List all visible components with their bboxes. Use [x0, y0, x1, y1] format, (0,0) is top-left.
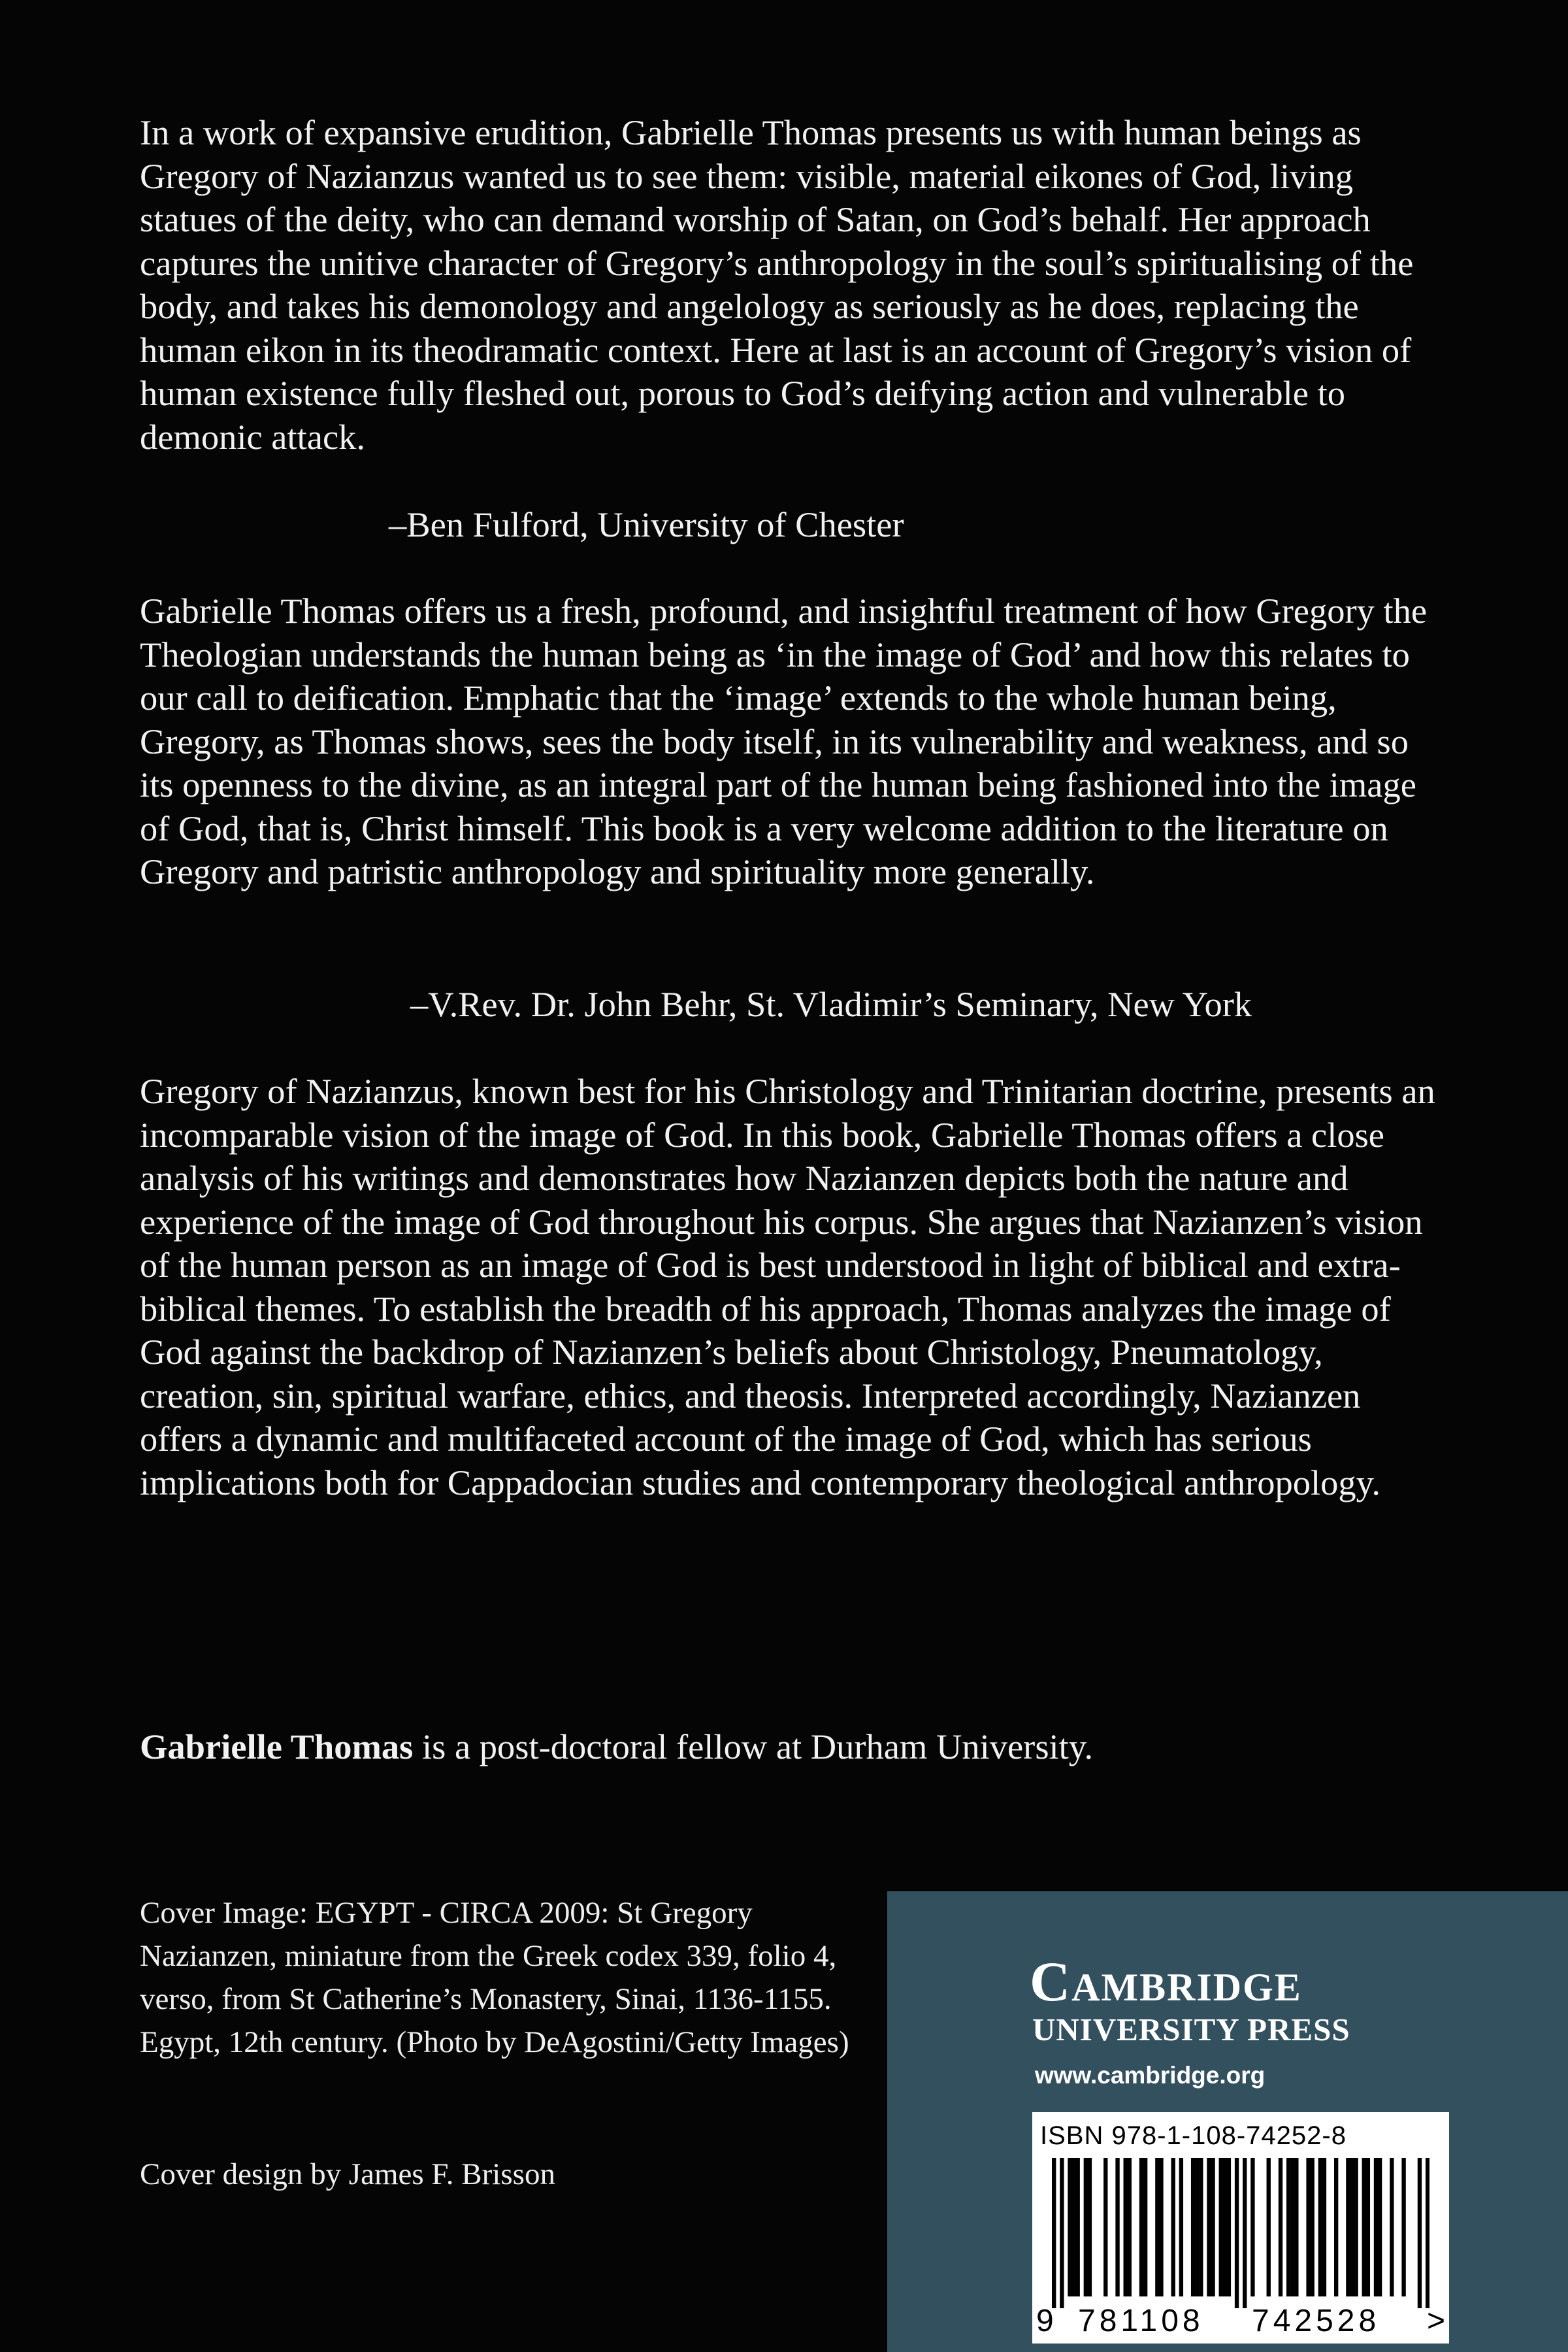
barcode-bar — [1390, 2158, 1394, 2296]
barcode-bar — [1207, 2158, 1211, 2296]
barcode-bar — [1211, 2158, 1215, 2296]
publisher-url: www.cambridge.org — [1035, 2062, 1266, 2089]
publisher-subtitle: UNIVERSITY PRESS — [1032, 2012, 1350, 2047]
barcode-bar — [1076, 2158, 1080, 2296]
barcode-bar — [1068, 2158, 1071, 2296]
barcode-bar — [1052, 2158, 1056, 2308]
isbn-barcode — [1032, 2112, 1449, 2344]
barcode-bar — [1426, 2158, 1429, 2308]
barcode-bar — [1243, 2158, 1247, 2308]
barcode-bar — [1199, 2158, 1203, 2296]
barcode-bar — [1286, 2158, 1290, 2296]
barcode-bar — [1306, 2158, 1310, 2296]
barcode-bar — [1418, 2158, 1422, 2308]
author-name: Gabrielle Thomas — [140, 1727, 414, 1766]
publisher-panel — [887, 1891, 1568, 2352]
barcode-bar — [1071, 2158, 1075, 2296]
barcode-bar — [1115, 2158, 1119, 2296]
barcode-bar — [1088, 2158, 1092, 2296]
barcode-bar — [1378, 2158, 1382, 2296]
barcode-bar — [1124, 2158, 1128, 2296]
barcode-digit-prefix: 9 — [1036, 2304, 1054, 2338]
barcode-bar — [1139, 2158, 1143, 2296]
barcode-digit-group-1: 781108 — [1078, 2304, 1204, 2338]
barcode-bar — [1374, 2158, 1378, 2296]
barcode-bar — [1159, 2158, 1163, 2296]
barcode-bar — [1346, 2158, 1350, 2296]
barcode-bar — [1191, 2158, 1195, 2296]
barcode-bar — [1350, 2158, 1354, 2296]
barcode-digit-group-2: 742528 — [1252, 2304, 1380, 2338]
barcode-bar — [1060, 2158, 1064, 2308]
barcode-bar — [1290, 2158, 1294, 2296]
barcode-bar — [1103, 2158, 1107, 2296]
barcode-bar — [1354, 2158, 1358, 2296]
barcode-bar — [1250, 2158, 1254, 2296]
endorsement-2-text: Gabrielle Thomas offers us a fresh, profound, and insightful treatment of how Gregory the Theologian understands the human being as ‘in the image of God’ and how this relates to our call to deification. Emphatic that the ‘image’ extends to the whole human being, Gregory, as Thomas shows, sees the body itself, in its vulnerability and weakness, and so its openness to the divine, as an integral part of the human being fashioned into the image of God, that is, Christ himself. This book is a very welcome addition to the literature on Gregory and patristic anthropology and spirituality more generally. — [140, 591, 1428, 891]
author-bio — [140, 1725, 1093, 1769]
barcode-bar — [1318, 2158, 1322, 2296]
barcode-bar — [1195, 2158, 1199, 2296]
barcode-bar — [1155, 2158, 1159, 2296]
barcode-bar — [1267, 2158, 1271, 2296]
barcode-bar — [1362, 2158, 1366, 2296]
barcode-bars — [1052, 2158, 1429, 2308]
barcode-bar — [1294, 2158, 1298, 2296]
barcode-bar — [1143, 2158, 1147, 2296]
book-description: Gregory of Nazianzus, known best for his Christology and Trinitarian doctrine, presents an incomparable vision of the image of God. In this book, Gabrielle Thomas offers a close analysis of his writings and demonstrates how Nazianzen depicts both the nature and experience of the image of God throughout his corpus. She argues that Nazianzen’s vision of the human person as an image of God is best understood in light of biblical and extra-biblical themes. To establish the breadth of his approach, Thomas analyzes the image of God against the backdrop of Nazianzen’s beliefs about Christology, Pneumatology, creation, sin, spiritual warfare, ethics, and theosis. Interpreted accordingly, Nazianzen offers a dynamic and multifaceted account of the image of God, which has serious implications both for Cappadocian studies and contemporary theological anthropology. — [140, 1071, 1435, 1502]
barcode-bar — [1235, 2158, 1239, 2308]
barcode-bar — [1279, 2158, 1282, 2296]
barcode-bar — [1128, 2158, 1132, 2296]
cover-design-credit: Cover design by James F. Brisson — [140, 2157, 555, 2191]
barcode-bar — [1179, 2158, 1183, 2296]
cover-image-credit: Cover Image: EGYPT - CIRCA 2009: St Gregory Nazianzen, miniature from the Greek codex 339, folio 4, verso, from St Catherine’s Monastery, Sinai, 1136-1155. Egypt, 12th century. (Photo by DeAgostini/Getty Images) — [140, 1896, 849, 2059]
barcode-bar — [1084, 2158, 1088, 2296]
barcode-bar — [1366, 2158, 1370, 2296]
isbn-label: ISBN 978-1-108-74252-8 — [1040, 2121, 1347, 2150]
barcode-digits — [1032, 2302, 1449, 2341]
barcode-bar — [1171, 2158, 1175, 2296]
barcode-bar — [1223, 2158, 1227, 2296]
publisher-logo-name: Cambridge — [1030, 1950, 1302, 2013]
barcode-bar — [1219, 2158, 1223, 2296]
barcode-bar — [1334, 2158, 1338, 2296]
barcode-bar — [1322, 2158, 1326, 2296]
barcode-bar — [1310, 2158, 1314, 2296]
author-bio-text: is a post-doctoral fellow at Durham University. — [413, 1727, 1094, 1766]
barcode-bar — [1227, 2158, 1231, 2296]
endorsement-1-attribution: –Ben Fulford, University of Chester — [389, 505, 904, 544]
endorsement-1-text: In a work of expansive erudition, Gabrielle Thomas presents us with human beings as Gregory of Nazianzus wanted us to see them: visible, material eikones of God, living statues of the deity, who can demand worship of Satan, on God’s behalf. Her approach captures the unitive character of Gregory’s anthropology in the soul’s spiritualising of the body, and takes his demonology and angelology as seriously as he does, replacing the human eikon in its theodramatic context. Here at last is an account of Gregory’s vision of human existence fully fleshed out, porous to God’s deifying action and vulnerable to demonic attack. — [140, 112, 1414, 457]
endorsement-2-attribution: –V.Rev. Dr. John Behr, St. Vladimir’s Seminary, New York — [410, 984, 1252, 1024]
barcode-bar — [1401, 2158, 1405, 2296]
barcode-digit-suffix: > — [1427, 2304, 1446, 2338]
